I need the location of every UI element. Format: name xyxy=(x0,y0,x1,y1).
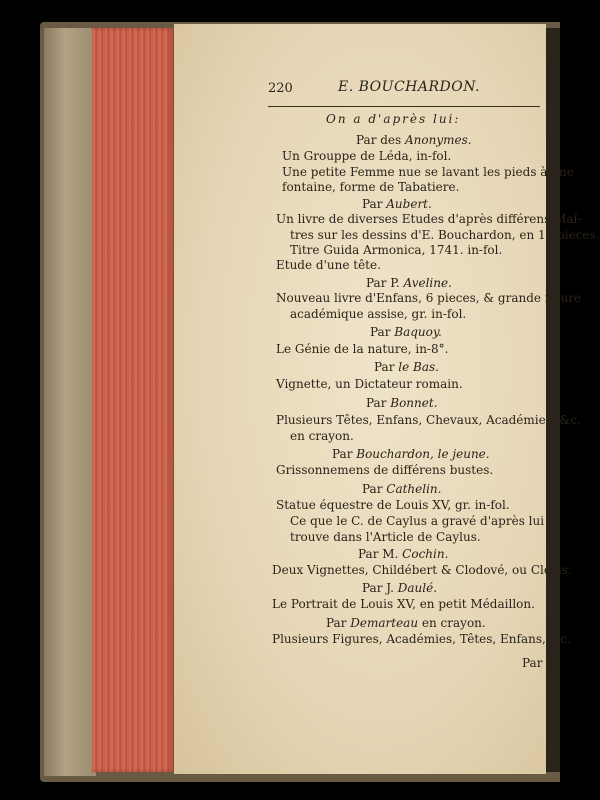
entry-line: Le Génie de la nature, in-8°. xyxy=(276,342,449,356)
entry-line: Plusieurs Figures, Académies, Têtes, Enfans, &c. xyxy=(272,632,571,646)
page-title: E. BOUCHARDON. xyxy=(338,79,481,95)
page-gutter-shadow xyxy=(546,28,560,772)
page-number: 220 xyxy=(268,81,293,96)
header-rule xyxy=(268,106,540,107)
entry-attribution: Par Bonnet. xyxy=(366,396,438,410)
entry-line: tres sur les dessins d'E. Bouchardon, en 12 pieces. xyxy=(290,228,600,242)
entry-line: fontaine, forme de Tabatiere. xyxy=(282,180,460,194)
entry-attribution: Par M. Cochin. xyxy=(358,547,449,561)
red-page-edges xyxy=(92,28,174,772)
entry-attribution: Par le Bas. xyxy=(374,360,439,374)
catchword: Par xyxy=(522,656,543,670)
entry-attribution: Par P. Aveline. xyxy=(366,276,452,290)
entry-line: Nouveau livre d'Enfans, 6 pieces, & grande figure xyxy=(276,291,582,305)
entry-line: Deux Vignettes, Childébert & Clodové, ou Clovis. xyxy=(272,563,572,577)
entry-attribution: Par Cathelin. xyxy=(362,482,442,496)
entry-line: Plusieurs Têtes, Enfans, Chevaux, Académies, &c. xyxy=(276,413,581,427)
entry-line: en crayon. xyxy=(290,429,354,443)
entry-line: Grissonnemens de différens bustes. xyxy=(276,463,494,477)
entry-line: Une petite Femme nue se lavant les pieds à une xyxy=(282,165,574,179)
entry-line: Un livre de diverses Etudes d'après différens Maî- xyxy=(276,212,582,226)
entry-line: Etude d'une tête. xyxy=(276,258,381,272)
entry-attribution: Par Baquoy. xyxy=(370,325,442,339)
entry-line: Ce que le C. de Caylus a gravé d'après lui se xyxy=(290,514,562,528)
entry-line: Vignette, un Dictateur romain. xyxy=(276,377,463,391)
entry-attribution: Par J. Daulé. xyxy=(362,581,438,595)
entry-line: trouve dans l'Article de Caylus. xyxy=(290,530,481,544)
entry-line: Statue équestre de Louis XV, gr. in-fol. xyxy=(276,498,510,512)
book-spine-edge xyxy=(44,28,96,776)
entry-attribution: Par des Anonymes. xyxy=(356,133,472,147)
entry-line: Le Portrait de Louis XV, en petit Médaillon. xyxy=(272,597,535,611)
entry-line: Un Grouppe de Léda, in-fol. xyxy=(282,149,452,163)
entry-line: académique assise, gr. in-fol. xyxy=(290,307,467,321)
entry-line: Titre Guida Armonica, 1741. in-fol. xyxy=(290,243,503,257)
entry-attribution: Par Aubert. xyxy=(362,197,432,211)
entry-attribution: Par Demarteau en crayon. xyxy=(326,616,486,630)
intro-heading: On a d'après lui: xyxy=(326,112,461,126)
entry-attribution: Par Bouchardon, le jeune. xyxy=(332,447,490,461)
